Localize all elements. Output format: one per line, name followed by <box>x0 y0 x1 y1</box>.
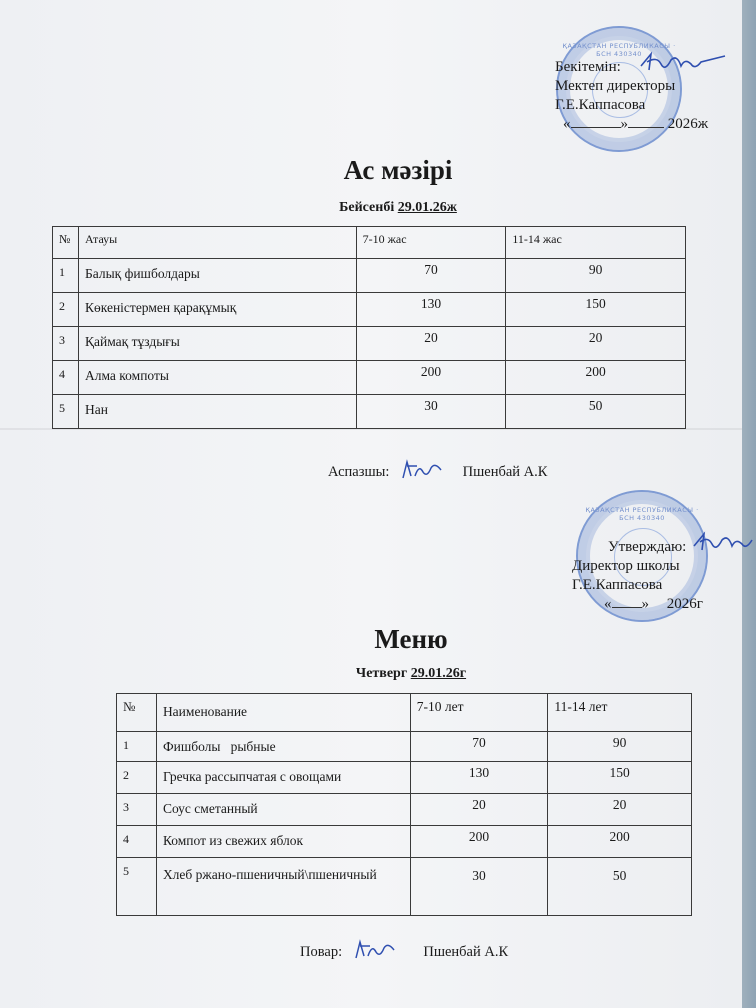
background-edge <box>742 0 756 1008</box>
portion-7-10: 20 <box>356 327 506 361</box>
table-row <box>117 732 692 762</box>
row-num: 1 <box>117 732 157 762</box>
row-num: 2 <box>53 293 79 327</box>
row-num: 5 <box>53 395 79 429</box>
portion-11-14: 50 <box>548 858 692 916</box>
menu-date: 29.01.26ж <box>397 200 457 215</box>
approval-position: Директор школы <box>572 558 680 574</box>
seal-text: ҚАЗАҚСТАН РЕСПУБЛИКАСЫ · БСН 430340 <box>562 42 676 58</box>
dish-name: Гречка рассыпчатая с овощами <box>156 762 410 794</box>
cook-signature-line-kz <box>328 458 547 482</box>
menu-subtitle-kz <box>0 200 756 216</box>
table-row <box>53 293 686 327</box>
portion-11-14: 50 <box>506 395 686 429</box>
table-row <box>53 395 686 429</box>
portion-11-14: 90 <box>548 732 692 762</box>
portion-11-14: 200 <box>506 361 686 395</box>
row-num: 3 <box>53 327 79 361</box>
cook-signature-icon <box>399 458 445 482</box>
row-num: 4 <box>53 361 79 395</box>
row-num: 5 <box>117 858 157 916</box>
portion-7-10: 70 <box>410 732 548 762</box>
day-of-week: Четверг <box>355 666 408 681</box>
date-quote-close: » <box>641 596 649 612</box>
dish-name: Компот из свежих яблок <box>156 826 410 858</box>
approval-director-name: Г.Е.Каппасова <box>555 97 646 113</box>
day-of-week: Бейсенбі <box>339 200 395 215</box>
portion-7-10: 130 <box>410 762 548 794</box>
cook-name: Пшенбай А.К <box>462 464 548 480</box>
date-quote-open: « <box>604 596 612 612</box>
cook-signature-line-ru <box>300 938 508 962</box>
row-num: 2 <box>117 762 157 794</box>
director-signature-icon <box>692 528 754 558</box>
menu-table-kz <box>52 226 686 429</box>
approval-year: 2026ж <box>667 116 709 132</box>
dish-name: Алма компоты <box>78 361 356 395</box>
portion-11-14: 20 <box>506 327 686 361</box>
portion-7-10: 30 <box>410 858 548 916</box>
portion-7-10: 20 <box>410 794 548 826</box>
table-row <box>117 858 692 916</box>
portion-7-10: 200 <box>356 361 506 395</box>
seal-text: ҚАЗАҚСТАН РЕСПУБЛИКАСЫ · БСН 430340 <box>585 506 699 522</box>
portion-11-14: 90 <box>506 259 686 293</box>
col-header-age-11-14: 11-14 лет <box>548 694 692 732</box>
table-row <box>53 259 686 293</box>
portion-11-14: 200 <box>548 826 692 858</box>
portion-11-14: 20 <box>548 794 692 826</box>
row-num: 1 <box>53 259 79 293</box>
col-header-name: Наименование <box>156 694 410 732</box>
menu-date: 29.01.26г <box>410 666 467 681</box>
menu-title-kz: Ас мәзірі <box>343 155 453 185</box>
col-header-age-11-14: 11-14 жас <box>506 227 686 259</box>
portion-7-10: 200 <box>410 826 548 858</box>
dish-name: Қаймақ тұздығы <box>78 327 356 361</box>
table-row <box>117 762 692 794</box>
portion-11-14: 150 <box>506 293 686 327</box>
date-quote-open: « <box>563 116 571 132</box>
approval-block-ru <box>572 538 752 614</box>
table-row <box>53 361 686 395</box>
portion-7-10: 30 <box>356 395 506 429</box>
date-quote-close: » <box>620 116 628 132</box>
row-num: 3 <box>117 794 157 826</box>
dish-name: Фишболы рыбные <box>156 732 410 762</box>
col-header-name: Атауы <box>78 227 356 259</box>
approval-position: Мектеп директоры <box>555 78 676 94</box>
portion-7-10: 70 <box>356 259 506 293</box>
dish-name: Хлеб ржано-пшеничный\пшеничный <box>156 858 410 916</box>
approval-year: 2026г <box>666 596 703 612</box>
approval-label: Бекітемін: <box>555 59 621 75</box>
approval-director-name: Г.Е.Каппасова <box>572 577 663 593</box>
dish-name: Нан <box>78 395 356 429</box>
table-row <box>117 826 692 858</box>
col-header-num: № <box>53 227 79 259</box>
menu-title-ru: Меню <box>374 624 448 654</box>
table-row <box>53 327 686 361</box>
table-header-row <box>53 227 686 259</box>
cook-label: Аспазшы: <box>328 464 390 480</box>
director-signature-icon <box>637 48 727 78</box>
approval-block-kz <box>555 58 745 134</box>
menu-table-ru <box>116 693 692 916</box>
dish-name: Балық фишболдары <box>78 259 356 293</box>
dish-name: Көкеністермен қарақұмық <box>78 293 356 327</box>
row-num: 4 <box>117 826 157 858</box>
table-header-row <box>117 694 692 732</box>
cook-name: Пшенбай А.К <box>423 944 509 960</box>
col-header-age-7-10: 7-10 лет <box>410 694 548 732</box>
table-row <box>117 794 692 826</box>
portion-7-10: 130 <box>356 293 506 327</box>
cook-signature-icon <box>352 938 398 962</box>
dish-name: Соус сметанный <box>156 794 410 826</box>
col-header-num: № <box>117 694 157 732</box>
menu-subtitle-ru <box>0 666 756 682</box>
portion-11-14: 150 <box>548 762 692 794</box>
approval-label: Утверждаю: <box>608 539 687 555</box>
col-header-age-7-10: 7-10 жас <box>356 227 506 259</box>
cook-label: Повар: <box>300 944 343 960</box>
